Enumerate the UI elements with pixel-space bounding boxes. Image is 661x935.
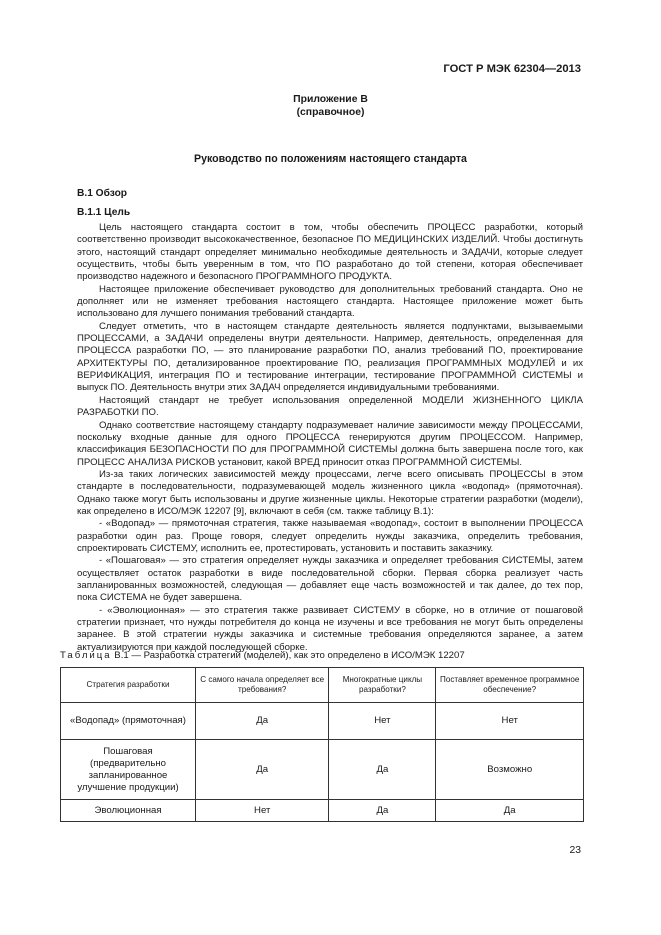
table-cell: Да [436,800,584,822]
table-row [61,740,584,800]
table-caption-label: Таблица [60,650,112,661]
table-caption [60,650,465,661]
subsection-heading: В.1.1 Цель [77,207,131,218]
paragraph: Из-за таких логических зависимостей между процессами, легче всего описывать ПРОЦЕССЫ в этом стандарте в последовательности, подразумевающей модель жизненного цикла «водопад» (прямоточная). Однако также могут быть использованы и другие жизненные циклы. Некоторые стратегии разработки (модели), как определено в ИСО/МЭК 12207 [9], включают в себя (см. также таблицу В.1): [77,468,583,517]
annex-subtitle: (справочное) [296,107,365,118]
paragraph: Следует отметить, что в настоящем стандарте деятельность является подпунктами, вызываемыми ПРОЦЕССАМИ, а ЗАДАЧИ определены внутри деятельности. Например, деятельность, определенная для ПРОЦЕССА разработки ПО, — это планирование разработки ПО, анализ требований ПО, проектирование АРХИТЕКТУРЫ ПО, детализированное проектирование ПО, реализация ПРОГРАММНЫХ МОДУЛЕЙ и их ВЕРИФИКАЦИЯ, интеграция ПО и тестирование интеграции, тестирование ПРОГРАММНОЙ СИСТЕМЫ и выпуск ПО. Деятельность внутри этих ЗАДАЧ определяется индивидуальными требованиями. [77,320,583,394]
document-code: ГОСТ Р МЭК 62304—2013 [443,63,581,75]
table-cell: Эволюционная [61,800,196,822]
table-cell: Да [196,740,329,800]
strategies-table [60,667,584,822]
table-cell: Пошаговая (предварительно запланированное улучшение продукции) [61,740,196,800]
table-cell: Да [329,800,436,822]
list-item: - «Пошаговая» — это стратегия определяет нужды заказчика и определяет требования СИСТЕМЫ, затем осуществляет остаток разработки в виде последовательной сборки. Первая сборка реализует часть запланированных возможностей, следующая — добавляет еще часть возможностей и так далее, до тех пор, пока СИСТЕМА не будет завершена. [77,555,583,604]
table-header-cell: Поставляет временное программное обеспечение? [436,668,584,703]
table-caption-text: В.1 — Разработка стратегий (моделей), как это определено в ИСО/МЭК 12207 [114,650,465,661]
section-heading: В.1 Обзор [77,188,128,199]
table-cell: Нет [436,703,584,740]
paragraph: Однако соответствие настоящему стандарту подразумевает наличие зависимости между ПРОЦЕССАМИ, поскольку входные данные для одного ПРОЦЕССА генерируются другим ПРОЦЕССОМ. Например, классификация БЕЗОПАСНОСТИ ПО для ПРОГРАММНОЙ СИСТЕМЫ должна быть завершена после того, как ПРОЦЕСС АНАЛИЗА РИСКОВ установит, какой ВРЕД приносит отказ ПРОГРАММНОЙ СИСТЕМЫ. [77,419,583,468]
table-header-cell: Стратегия разработки [61,668,196,703]
table-row [61,800,584,822]
table-cell: Нет [329,703,436,740]
table-cell: Да [196,703,329,740]
table-header-row [61,668,584,703]
table-cell: Возможно [436,740,584,800]
list-item: - «Эволюционная» — это стратегия также развивает СИСТЕМУ в сборке, но в отличие от пошаговой стратегии признает, что нужды потребителя до конца не изучены и все требования не могут быть определены заранее. В этой стратегии нужды заказчика и системные требования определяются заранее, а затем актуализируются при каждой последующей сборке. [77,604,583,653]
table-header-cell: С самого начала определяет все требования? [196,668,329,703]
paragraph: Настоящий стандарт не требует использования определенной МОДЕЛИ ЖИЗНЕННОГО ЦИКЛА РАЗРАБОТКИ ПО. [77,394,583,419]
page-number: 23 [569,845,581,856]
table-cell: Да [329,740,436,800]
paragraph: Настоящее приложение обеспечивает руководство для дополнительных требований стандарта. Оно не дополняет или не изменяет требования настоящего стандарта. Настоящее приложение может быть использовано для лучшего понимания требований стандарта. [77,283,583,320]
paragraph: Цель настоящего стандарта состоит в том, чтобы обеспечить ПРОЦЕСС разработки, который соответственно производит высококачественное, безопасное ПО МЕДИЦИНСКИХ ИЗДЕЛИЙ. Чтобы достигнуть этого, настоящий стандарт определяет минимально необходимые деятельность и ЗАДАЧИ, которые следует осуществить, чтобы быть уверенным в том, что ПО разработано до той степени, которая обеспечивает производство надежного и безопасного ПРОГРАММНОГО ПРОДУКТА. [77,222,583,283]
main-title: Руководство по положениям настоящего стандарта [194,153,467,165]
body-text [77,222,583,654]
table-row [61,703,584,740]
table-header-cell: Многократные циклы разработки? [329,668,436,703]
annex-title: Приложение В [293,94,368,105]
table-cell: «Водопад» (прямоточная) [61,703,196,740]
table-cell: Нет [196,800,329,822]
list-item: - «Водопад» — прямоточная стратегия, также называемая «водопад», состоит в выполнении ПРОЦЕССА разработки один раз. Проще говоря, следует определить нужды заказчика, определить требования, спроектировать СИСТЕМУ, исполнить ее, протестировать, установить и поставить заказчику. [77,518,583,554]
annex-heading [0,93,661,119]
